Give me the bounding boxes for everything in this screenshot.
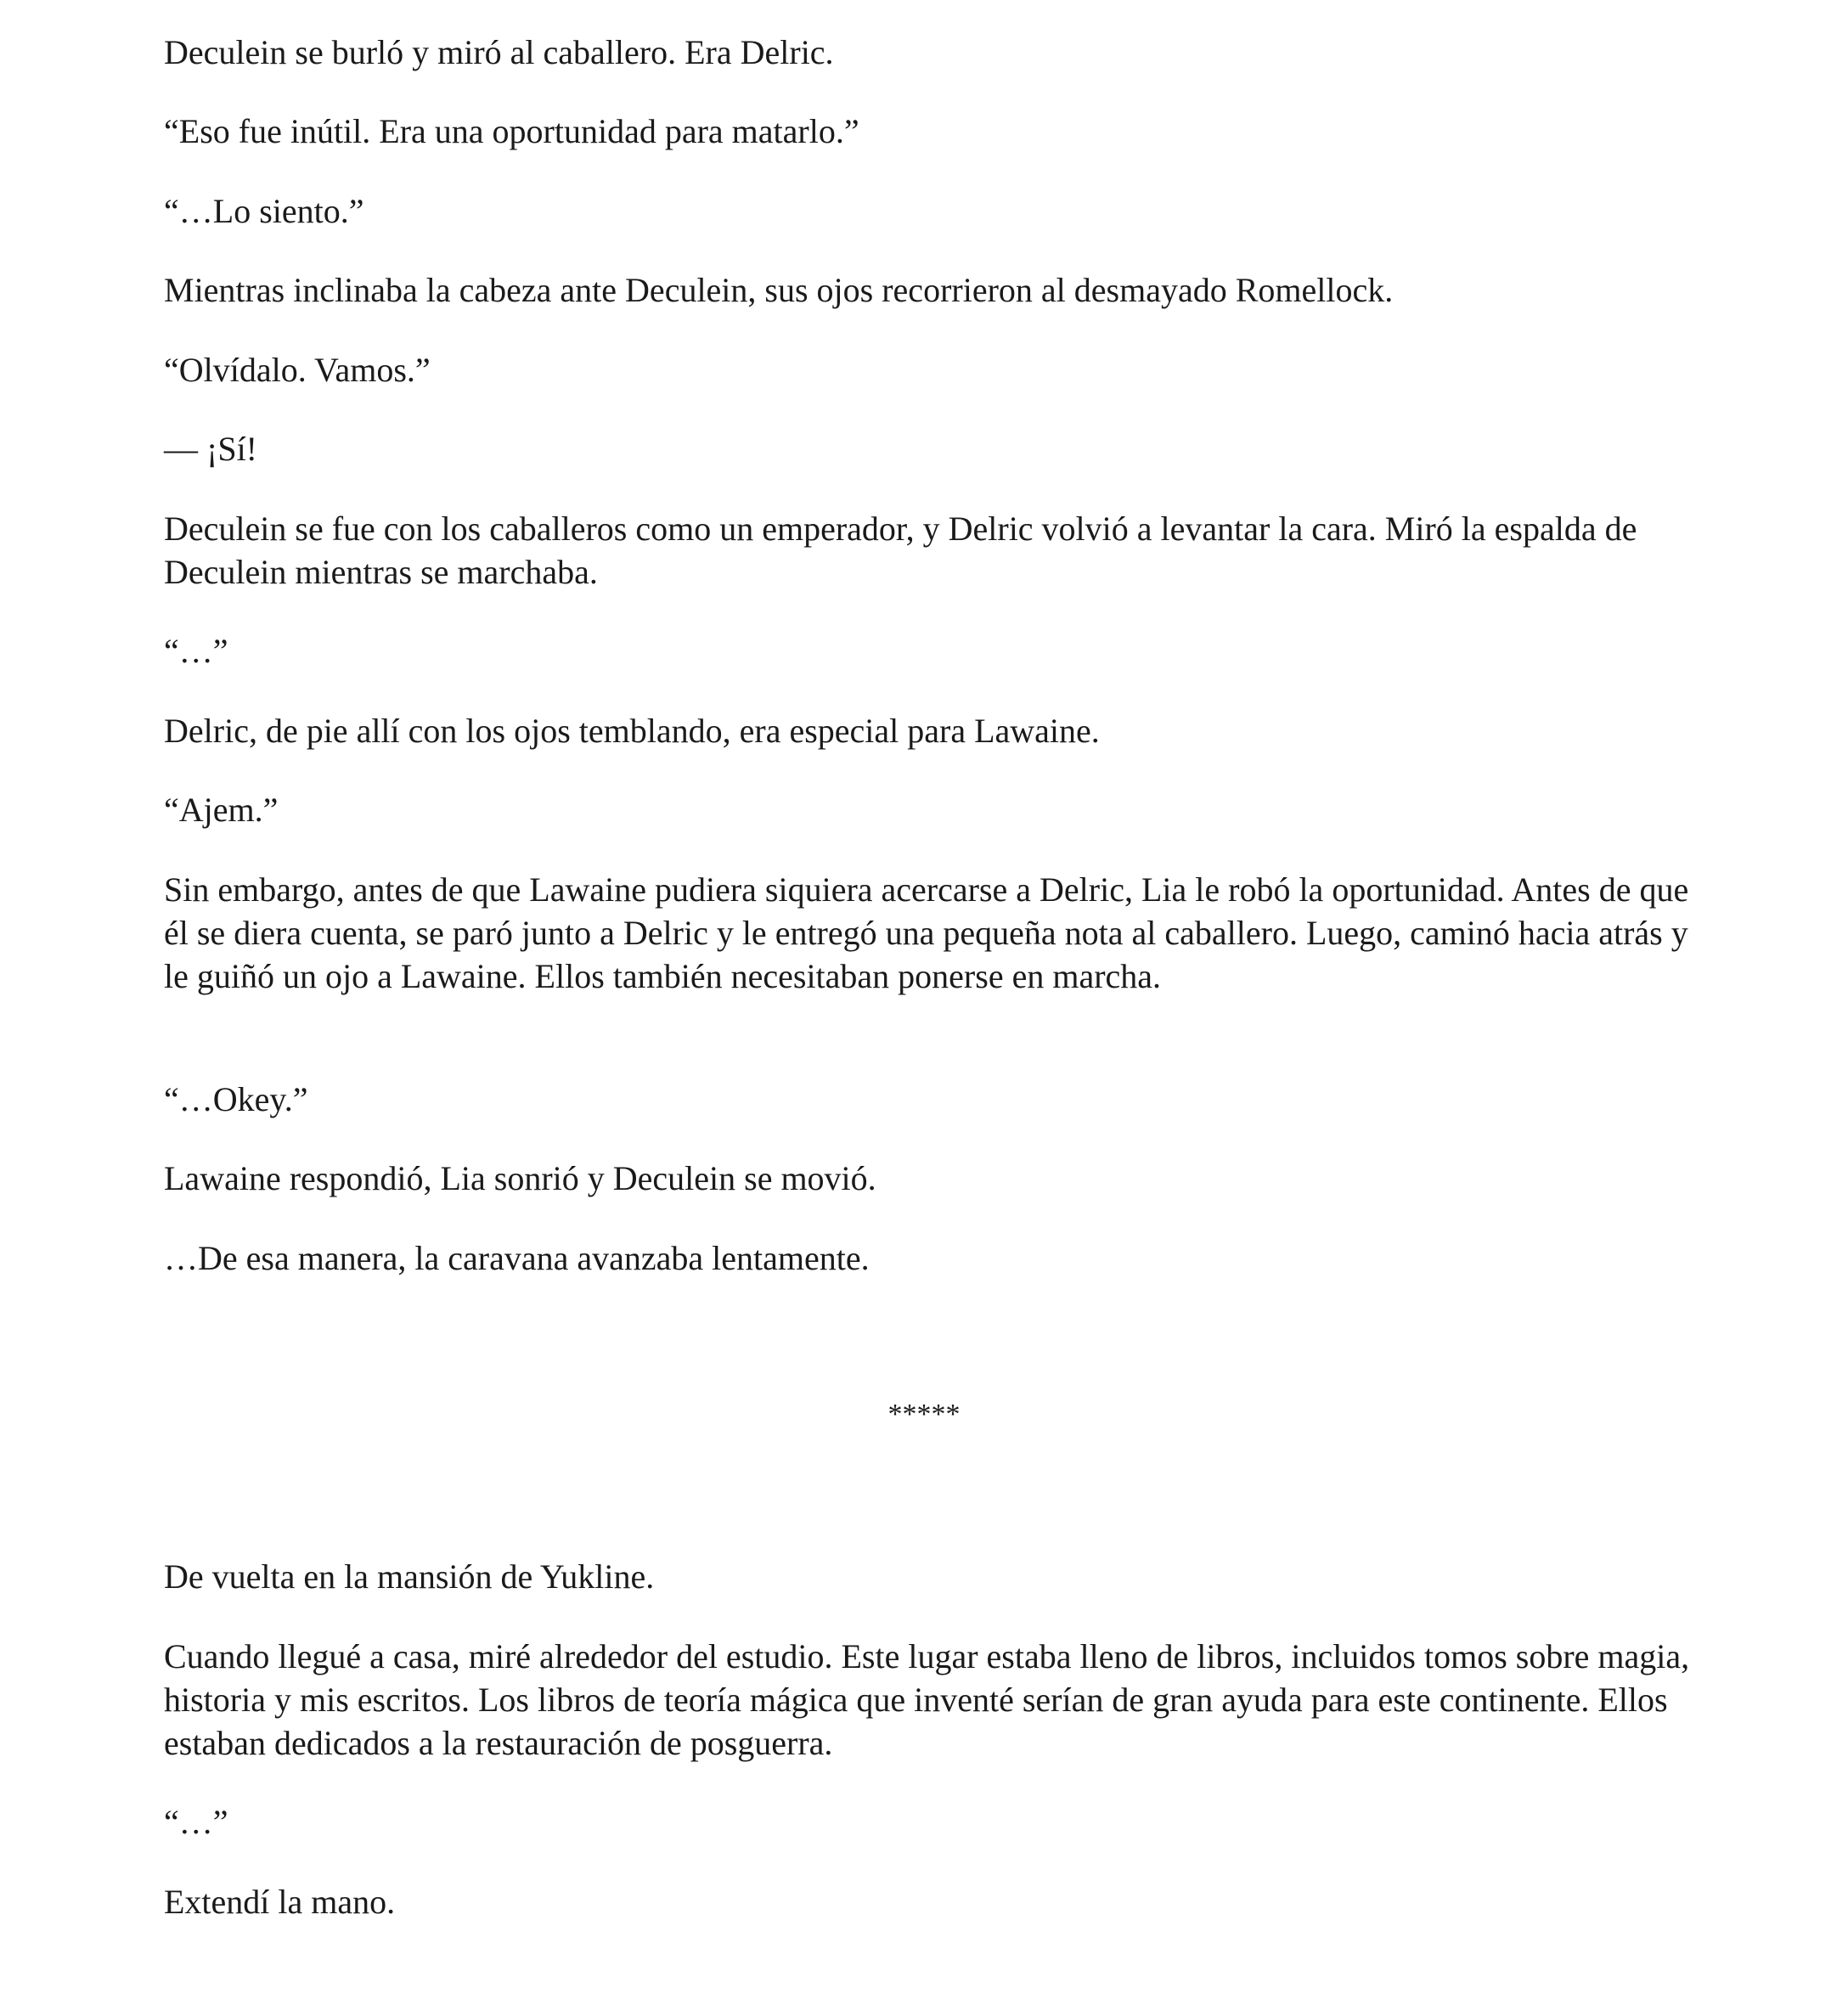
paragraph-15: De vuelta en la mansión de Yukline. bbox=[164, 1557, 655, 1596]
paragraph-8: “…” bbox=[164, 632, 228, 670]
paragraph-10: “Ajem.” bbox=[164, 791, 279, 829]
section-separator: ***** bbox=[887, 1399, 961, 1430]
paragraph-5: “Olvídalo. Vamos.” bbox=[164, 351, 431, 389]
paragraph-14: …De esa manera, la caravana avanzaba lentamente. bbox=[164, 1239, 870, 1277]
paragraph-11: Sin embargo, antes de que Lawaine pudiera siquiera acercarse a Delric, Lia le robó la oportunidad. Antes de que él se diera cuenta, se paró junto a Delric y le entregó una pequeña nota al caballero. Luego, caminó hacia atrás y le guiñó un ojo a Lawaine. Ellos también necesitaban ponerse en marcha. bbox=[164, 870, 1689, 995]
paragraph-18: Extendí la mano. bbox=[164, 1883, 396, 1921]
paragraph-13: Lawaine respondió, Lia sonrió y Deculein se movió. bbox=[164, 1159, 876, 1197]
paragraph-12: “…Okey.” bbox=[164, 1080, 308, 1118]
paragraph-7: Deculein se fue con los caballeros como un emperador, y Delric volvió a levantar la cara. Miró la espalda de Deculein mientras se marchaba. bbox=[164, 510, 1637, 591]
paragraph-16: Cuando llegué a casa, miré alrededor del estudio. Este lugar estaba lleno de libros, incluidos tomos sobre magia, historia y mis escritos. Los libros de teoría mágica que inventé serían de gran ayuda para este continente. Ellos estaban dedicados a la restauración de posguerra. bbox=[164, 1637, 1690, 1762]
paragraph-1: Deculein se burló y miró al caballero. Era Delric. bbox=[164, 33, 834, 71]
paragraph-9: Delric, de pie allí con los ojos temblando, era especial para Lawaine. bbox=[164, 712, 1100, 750]
paragraph-2: “Eso fue inútil. Era una oportunidad para matarlo.” bbox=[164, 112, 859, 150]
paragraph-17: “…” bbox=[164, 1803, 228, 1841]
paragraph-6: — ¡Sí! bbox=[164, 430, 257, 468]
paragraph-4: Mientras inclinaba la cabeza ante Deculein, sus ojos recorrieron al desmayado Romellock. bbox=[164, 271, 1394, 309]
paragraph-3: “…Lo siento.” bbox=[164, 192, 364, 230]
